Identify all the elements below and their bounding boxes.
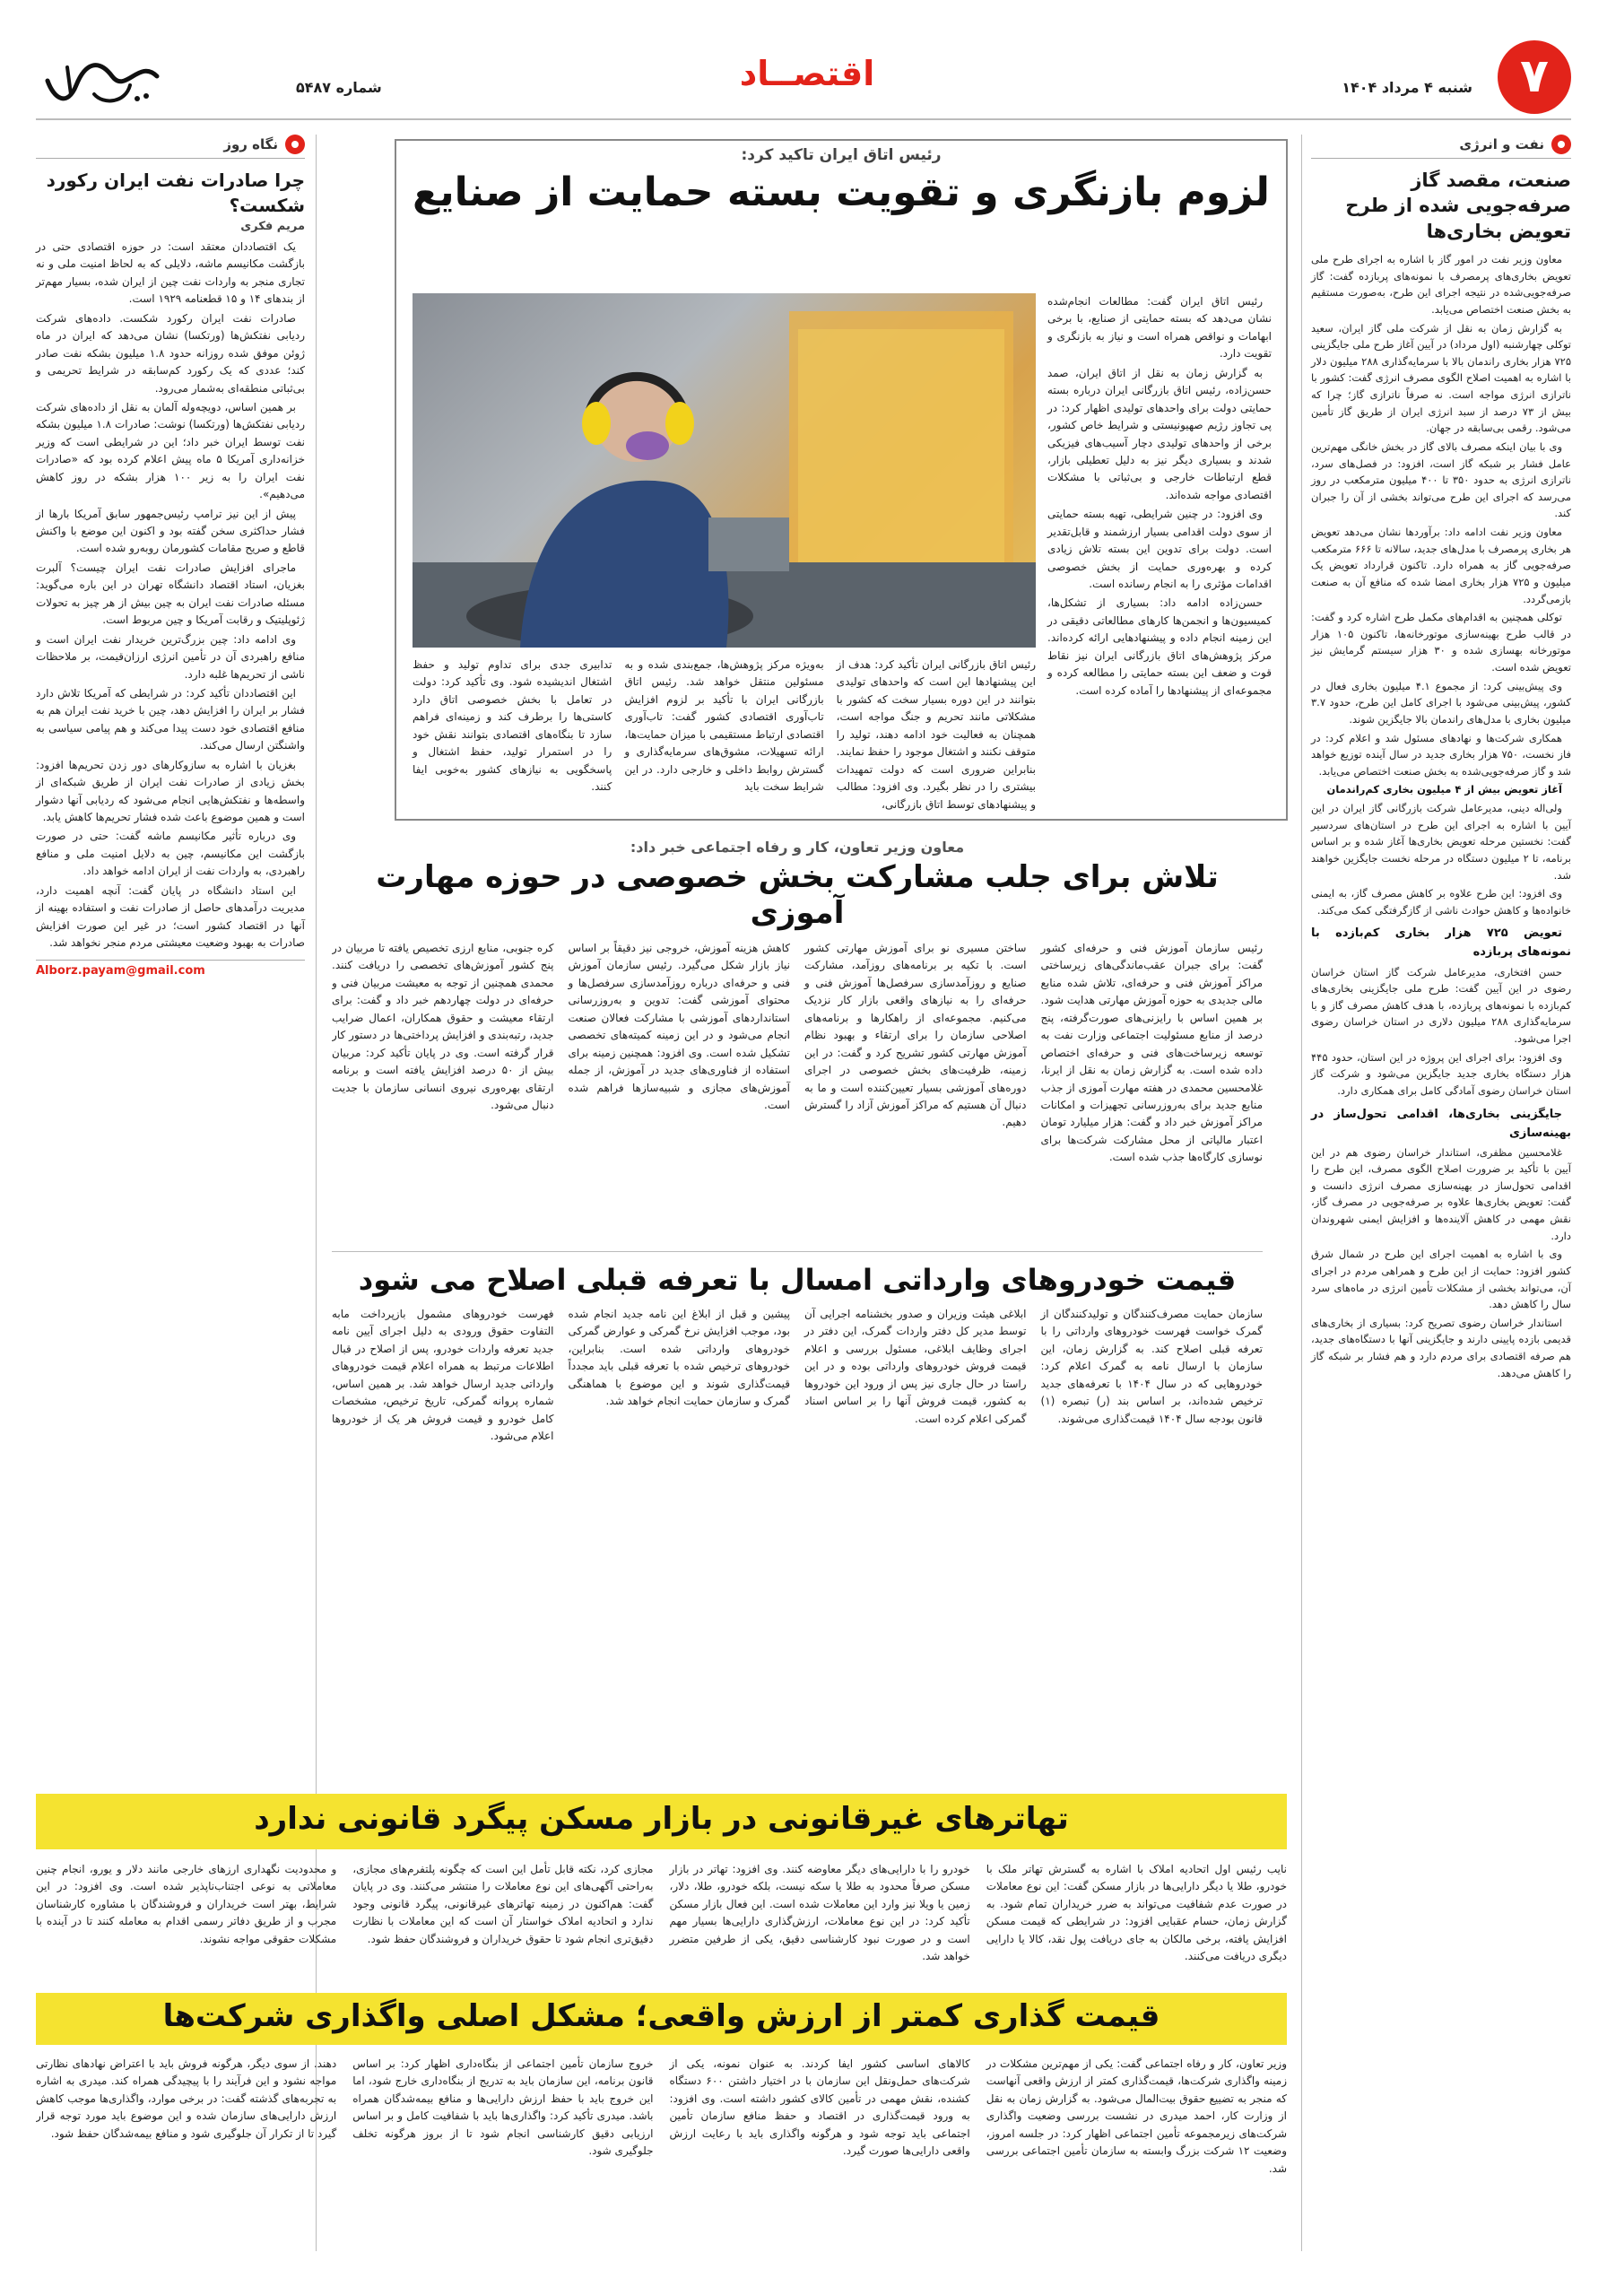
story-2-column: رئیس سازمان آموزش فنی و حرفه‌ای کشور گفت: برای جبران عقب‌ماندگی‌های زیرساختی مراکز آموزش فنی و حرفه‌ای، تلاش شده منابع مالی جدیدی به حوزه آموزش مهارتی هدایت شود. بر همین اساس با رایزنی‌های صورت‌گرفته، پنج درصد از منابع مسئولیت اجتماعی وزارت نفت به توسعه زیرساخت‌های فنی و حرفه‌ای اختصاص داده شده است. به گزارش زمان به نقل از ایرنا، غلامحسین محمدی در هفته مهارت آموزی از جذب منابع جدید برای به‌روزرسانی تجهیزات و امکانات مراکز آموزش خبر داد و گفت: هزار میلیارد تومان اعتبار مالیاتی از محل مشارکت شرکت‌ها برای نوسازی کارگاه‌ها جذب شده است. <box>1040 942 1263 1164</box>
story-2-headline: تلاش برای جلب مشارکت بخش خصوصی در حوزه مهارت آموزی <box>376 859 1219 931</box>
author-name: مریم فکری <box>240 220 305 233</box>
story-3-column: ابلاغی هیئت وزیران و صدور بخشنامه اجرایی آن توسط مدیر کل دفتر واردات گمرک، این دفتر در اجرای وظایف ابلاغی، مسئول بررسی و اعلام قیمت فروش خودروهای وارداتی بوده و در این راستا در حال جاری نیز پس از ورود این خودروها به کشور، قیمت فروش آنها را بر اساس اسناد گمرکی اعلام کرده است. <box>804 1308 1027 1425</box>
bullet-icon <box>1551 135 1571 154</box>
column-divider <box>1301 135 1302 2251</box>
left-column-label: نگاه روز <box>36 135 305 159</box>
story-4-column: مجازی کرد، نکته قابل تأمل این است که چگونه پلتفرم‌های مجازی، به‌راحتی آگهی‌های این نوع معاملات را منتشر می‌کنند. وی در پایان گفت: هم‌اکنون در زمینه تهاترهای غیرقانونی، پیگرد قانونی وجود ندارد و اتحادیه املاک خواستار آن است که این معاملات با نظارت دقیق‌تری انجام شود تا حقوق خریداران و فروشندگان حفظ شود. <box>352 1863 654 1945</box>
page-number-badge: ۷ <box>1498 40 1571 114</box>
top-story-headline: لزوم بازنگری و تقویت بسته حمایت از صنایع <box>413 170 1270 215</box>
story-2 <box>332 839 1263 1317</box>
story-3-column: فهرست خودروهای مشمول بازپرداخت مابه التفاوت حقوق ورودی به دلیل اجرای آیین نامه جدید تعرفه واردات خودرو، پس از اصلاح در قبال اطلاعات مرتبط به همراه اعلام قیمت خودروهای وارداتی جدید ارسال خواهد شد. بر همین اساس، شماره پروانه گمرکی، تاریخ ترخیص، مشخصات کامل خودرو و قیمت فروش هر یک از خودروها اعلام می‌شود. <box>332 1308 554 1443</box>
story-4-column: خودرو را با دارایی‌های دیگر معاوضه کنند. وی افزود: تهاتر در بازار مسکن صرفاً محدود به طلا یا سکه نیست، بلکه خودرو، طلا، دلار، زمین یا ویلا نیز وارد این معاملات شده است. این فعال بازار مسکن تأکید کرد: در این نوع معاملات، ارزش‌گذاری دارایی‌ها بسیار مهم است و در صورت نبود کارشناسی دقیق، یکی از طرفین متضرر خواهد شد. <box>669 1863 970 1963</box>
story-2-kicker: معاون وزیر تعاون، کار و رفاه اجتماعی خبر داد: <box>630 839 965 856</box>
bullet-icon <box>285 135 305 154</box>
story-4-columns <box>36 1861 1287 1987</box>
story-2-column: کره جنوبی، منابع ارزی تخصیص یافته تا مربیان در پنج کشور آموزش‌های تخصصی را دریافت کنند. محمدی همچنین از توجه به معیشت مربیان فنی و حرفه‌ای در دولت چهاردهم خبر داد و گفت: برای ارتقاء معیشت و حقوق همکاران، اعمال ضرایب جدید، رتبه‌بندی و افزایش پرداختی‌ها در دستور کار قرار گرفته است. وی در پایان تأکید کرد: مربیان بیش از ۵۰ درصد افزایش یافته است و برنامه ارتقای بهره‌وری نیروی انسانی سازمان با جدیت دنبال می‌شود. <box>332 942 554 1111</box>
top-story-column: رئیس اتاق بازرگانی ایران تأکید کرد: هدف از این پیشنهادها این است که واحدهای تولیدی بتوانند در این دوره بسیار سخت که کشور با مشکلاتی مانند تحریم و جنگ مواجه است، همچنان به فعالیت خود ادامه دهند، تولید را متوقف نکنند و اشتغال موجود را حفظ نمایند. بنابراین ضروری است که دولت تمهیدات بیشتری را در نظر بگیرد. وی افزود: مطالب و پیشنهادهای توسط اتاق بازرگانی، <box>836 658 1036 811</box>
left-column-headline: چرا صادرات نفت ایران رکورد شکست؟ <box>46 170 305 216</box>
right-column-headline: صنعت، مقصد گاز صرفه‌جویی شده از طرح تعویض بخاری‌ها <box>1345 170 1571 242</box>
story-4-column: نایب رئیس اول اتحادیه املاک با اشاره به گسترش تهاتر ملک با خودرو، طلا یا دیگر دارایی‌ها در بازار مسکن گفت: این نوع معاملات در صورت عدم شفافیت می‌تواند به ضرر خریداران تمام شود. به گزارش زمان، حسام عقبایی افزود: در شرایطی که قیمت مسکن افزایش یافته، برخی مالکان به جای دریافت پول نقد، کالا یا دارایی دیگری دریافت می‌کنند. <box>986 1863 1287 1963</box>
section-title: اقتصــاد <box>739 54 875 93</box>
top-story-column: تدابیری جدی برای تداوم تولید و حفظ اشتغال اندیشیده شود. وی تأکید کرد: دولت در تعامل با بخش خصوصی اتاق دارد کاستی‌ها را برطرف کند و زمینه‌ای فراهم سازد تا بنگاه‌های اقتصادی بتوانند نقش خود را در استمرار تولید، حفظ اشتغال و پاسخگویی به نیازهای کشور به‌خوبی ایفا کنند. <box>413 658 612 794</box>
story-divider <box>332 1251 1263 1252</box>
right-column <box>1311 135 1571 1383</box>
story-5-columns <box>36 2056 1287 2253</box>
issue-number: شماره ۵۴۸۷ <box>296 79 382 96</box>
story-3-headline: قیمت خودروهای وارداتی امسال با تعرفه قبلی اصلاح می شود <box>358 1263 1237 1297</box>
story-5-banner <box>36 1993 1287 2045</box>
story-2-column: کاهش هزینه آموزش، خروجی نیز دقیقاً بر اساس نیاز بازار شکل می‌گیرد. رئیس سازمان آموزش فنی و حرفه‌ای درباره روزآمدسازی سرفصل‌ها و محتوای آموزشی گفت: تدوین و به‌روزرسانی استانداردهای آموزشی با مشارکت فعالان صنعت انجام می‌شود و در این زمینه کمیته‌های تخصصی تشکیل شده است. وی افزود: همچنین زمینه برای استفاده از فناوری‌های جدید در آموزش، از جمله آموزش‌های مجازی و شبیه‌سازها فراهم شده است. <box>568 942 790 1111</box>
top-story-kicker: رئیس اتاق ایران تاکید کرد: <box>741 146 942 164</box>
story-4-banner <box>36 1794 1287 1849</box>
contact-email-link[interactable]: Alborz.payam@gmail.com <box>36 960 305 978</box>
factory-worker-photo-icon <box>413 293 1036 648</box>
story-3-columns <box>332 1306 1263 1548</box>
left-column <box>36 135 305 978</box>
top-story-columns <box>413 657 1036 809</box>
story-5-column: وزیر تعاون، کار و رفاه اجتماعی گفت: یکی از مهم‌ترین مشکلات در زمینه واگذاری شرکت‌ها، قیمت‌گذاری کمتر از ارزش واقعی آنهاست که منجر به تضییع حقوق بیت‌المال می‌شود. به گزارش زمان به نقل از وزارت کار، احمد میدری در نشست بررسی وضعیت واگذاری شرکت‌های زیرمجموعه تأمین اجتماعی اظهار کرد: در جلسه امروز، وضعیت ۱۲ شرکت بزرگ وابسته به سازمان تأمین اجتماعی بررسی شد. <box>986 2057 1287 2175</box>
story-2-column: ساختن مسیری نو برای آموزش مهارتی کشور است. با تکیه بر برنامه‌های روزآمد، مشارکت صنایع و روزآمدسازی سرفصل‌ها آموزش فنی و حرفه‌ای را به نیازهای واقعی بازار کار نزدیک می‌کنیم. مجموعه‌ای از راهکارها و برنامه‌های اصلاحی سازمان را برای ارتقاء و بهبود نظام آموزش مهارتی کشور تشریح کرد و گفت: در این زمینه، ظرفیت‌های بخش خصوصی در اجرای دوره‌های آموزشی بسیار تعیین‌کننده است و ما به دنبال آن هستیم که مراکز آموزش آزاد را گسترش دهیم. <box>804 942 1027 1129</box>
top-story-side-text: رئیس اتاق ایران گفت: مطالعات انجام‌شده نشان می‌دهد که بسته حمایتی از صنایع، با برخی ابهامات و نواقص همراه است و نیاز به بازنگری و تقویت دارد. به گزارش زمان به نقل از اتاق ایران، صمد حسن‌زاده، رئیس اتاق بازرگانی ایران درباره بسته حمایتی دولت برای واحدهای تولیدی اظهار کرد: در پی تجاوز رژیم صهیونیستی و شرایط خاص کشور، برخی از واحدهای تولیدی دچار آسیب‌های فیزیکی شدند و بسیاری دیگر نیز به دلیل تعطیلی بازار، قطع ارتباطات خارجی و بی‌ثباتی با مشکلات اقتصادی مواجه شده‌اند. وی افزود: در چنین شرایطی، تهیه بسته حمایتی از سوی دولت اقدامی بسیار ارزشمند و قابل‌تقدیر است. دولت برای تدوین این بسته تلاش زیادی کرده و بهره‌وری حمایت از بخش خصوصی اقدامات مؤثری را به انجام رسانده است. حسن‌زاده ادامه داد: بسیاری از تشکل‌ها، کمیسیون‌ها و انجمن‌ها کارهای مطالعاتی دقیقی در این زمینه انجام داده و پیشنهادهایی ارائه کرده‌اند. مرکز پژوهش‌های اتاق بازرگانی ایران نیز نقاط قوت و ضعف این بسته حمایتی را مطالعه کرده و مجموعه‌ای از پیشنهادها را آماده کرده است. <box>1047 295 1272 697</box>
story-5-headline: قیمت گذاری کمتر از ارزش واقعی؛ مشکل اصلی واگذاری شرکت‌ها <box>162 1998 1160 2034</box>
story-4-headline: تهاترهای غیرقانونی در بازار مسکن پیگرد قانونی ندارد <box>254 1801 1069 1837</box>
story-5-column: کالاهای اساسی کشور ایفا کردند. به عنوان نمونه، یکی از شرکت‌های حمل‌ونقل این سازمان با در اختیار داشتن ۶۰۰ دستگاه کشنده، نقش مهمی در تأمین کالای کشور داشته است. وی افزود: به ورود قیمت‌گذاری در اقتصاد و حفظ منافع سازمان تأمین اجتماعی باید توجه شود و هرگونه واگذاری باید با رعایت ارزش واقعی دارایی‌ها صورت گیرد. <box>669 2057 970 2158</box>
right-column-label: نفت و انرژی <box>1311 135 1571 159</box>
story-3-column: سازمان حمایت مصرف‌کنندگان و تولیدکنندگان از گمرک خواست فهرست خودروهای وارداتی را با تعرفه قبلی اصلاح کند. به گزارش زمان، این سازمان با ارسال نامه به گمرک اعلام کرد: خودروهایی که در سال ۱۴۰۴ با تعرفه‌های جدید ترخیص شده‌اند، بر اساس بند (ر) تبصره (۱) قانون بودجه سال ۱۴۰۴ قیمت‌گذاری می‌شوند. <box>1040 1308 1263 1425</box>
top-story-photo <box>413 293 1036 648</box>
right-column-subhead-2: جایگزینی بخاری‌ها، اقدامی تحول‌ساز در بهینه‌سازی <box>1311 1107 1571 1140</box>
newspaper-logo <box>40 49 166 112</box>
top-story-box <box>395 139 1288 821</box>
story-5-column: دهند. از سوی دیگر، هرگونه فروش باید با اعتراض نهادهای نظارتی مواجه نشود و این فرآیند را با پیچیدگی همراه کند. میدری به اشاره به تجربه‌های گذشته گفت: در برخی موارد، واگذاری‌ها موجب کاهش ارزش دارایی‌های سازمان شده و این موضوع باید مورد توجه قرار گیرد تا از تکرار آن جلوگیری شود و منافع بیمه‌شدگان حفظ شود. <box>36 2057 337 2140</box>
header-divider <box>36 118 1571 120</box>
top-story-column: به‌ویژه مرکز پژوهش‌ها، جمع‌بندی شده و به مسئولین منتقل خواهد شد. رئیس اتاق بازرگانی ایران با تأکید بر لزوم افزایش تاب‌آوری اقتصادی کشور گفت: تاب‌آوری اقتصادی ارتباط مستقیمی با میزان حمایت‌ها، ارائه تسهیلات، مشوق‌های سرمایه‌گذاری و گسترش روابط داخلی و خارجی دارد. در این شرایط سخت باید <box>624 658 824 794</box>
story-3-column: پیشین و قبل از ابلاغ این نامه جدید انجام شده بود، موجب افزایش نرخ گمرکی و عوارض گمرکی خودروهای وارداتی شده است. بنابراین، خودروهای ترخیص شده با تعرفه قبلی باید مجدداً قیمت‌گذاری شوند و این موضوع با هماهنگی گمرک و سازمان حمایت انجام خواهد شد. <box>568 1308 790 1408</box>
story-4-column: و محدودیت نگهداری ارزهای خارجی مانند دلار و یورو، انجام چنین معاملاتی به نوعی اجتناب‌ناپذیر شده است. وی افزود: در این شرایط، بهتر است خریداران و فروشندگان با مشاوره کارشناسان مجرب و از طریق دفاتر رسمی اقدام به معامله کنند تا در آینده با مشکلات حقوقی مواجه نشوند. <box>36 1863 337 1945</box>
logo-calligraphy-icon <box>40 49 166 112</box>
left-column-body: یک اقتصاددان معتقد است: در حوزه اقتصادی حتی در بازگشت مکانیسم ماشه، دلایلی که به لحاظ امنیت ملی و نه تجاری منجر به واردات نفت چین از ایران شده، بسیار مهم‌تر از بندهای ۱۴ و ۱۵ قطعنامه ۱۹۲۹ است. صادرات نفت ایران رکورد شکست. داده‌های شرکت ردیابی نفتکش‌ها (ورتکسا) نشان می‌دهد که ایران در ماه ژوئن موفق شده روزانه حدود ۱.۸ میلیون بشکه نفت صادر کند؛ عددی که یک رکورد کم‌سابقه در شرایط تحریمی و بی‌ثباتی منطقه‌ای به‌شمار می‌رود. بر همین اساس، دویچه‌وله آلمان به نقل از داده‌های شرکت ردیابی نفتکش‌ها (ورتکسا) نوشت: صادرات ۱.۸ میلیون بشکه نفت توسط ایران خبر داد؛ این در شرایطی است که وزیر خزانه‌داری آمریکا ۵ ماه پیش اعلام کرده بود که «صادرات نفت ایران را به زیر ۱۰۰ هزار بشکه در روز کاهش می‌دهیم». پیش از این نیز ترامپ رئیس‌جمهور سابق آمریکا بارها از فشار حداکثری سخن گفته بود و اکنون این موضع با واکنش قاطع و صریح مقامات کشورمان روبه‌رو شده است. ماجرای افزایش صادرات نفت ایران چیست؟ آلبرت بغزیان، استاد اقتصاد دانشگاه تهران در این باره می‌گوید: مسئله صادرات نفت ایران به چین بیش از هر چیز به تحولات ژئوپلیتیک و رقابت آمریکا و چین مربوط است. وی ادامه داد: چین بزرگ‌ترین خریدار نفت ایران است و منافع راهبردی آن در تأمین انرژی ارزان‌قیمت، بر ملاحظات ناشی از تحریم‌ها غلبه دارد. این اقتصاددان تأکید کرد: در شرایطی که آمریکا تلاش دارد فشار بر ایران را افزایش دهد، چین با خرید نفت ایران هم به منافع اقتصادی خود دست پیدا می‌کند و هم پیامی سیاسی به واشنگتن ارسال می‌کند. بغزیان با اشاره به سازوکارهای دور زدن تحریم‌ها افزود: بخش زیادی از صادرات نفت ایران از طریق شبکه‌ای از واسطه‌ها و نفتکش‌هایی انجام می‌شود که ردیابی آنها دشوار است و همین موضوع باعث شده فشار تحریم‌ها کاهش یابد. وی درباره تأثیر مکانیسم ماشه گفت: حتی در صورت بازگشت این مکانیسم، چین به دلایل امنیت ملی و منافع راهبردی، به واردات نفت از ایران ادامه خواهد داد. این استاد دانشگاه در پایان گفت: آنچه اهمیت دارد، مدیریت درآمدهای حاصل از صادرات نفت و استفاده بهینه از آنها در اقتصاد کشور است؛ در غیر این صورت افزایش صادرات به بهبود وضعیت معیشتی مردم منجر نخواهد شد. <box>36 240 306 950</box>
story-5-column: خروج سازمان تأمین اجتماعی از بنگاه‌داری اظهار کرد: بر اساس قانون برنامه، این سازمان باید به تدریج از بنگاه‌داری خارج شود، اما این خروج باید با حفظ ارزش دارایی‌ها و منافع بیمه‌شدگان همراه باشد. میدری تأکید کرد: واگذاری‌ها باید با شفافیت کامل و بر اساس ارزیابی دقیق کارشناسی انجام شود تا از بروز هرگونه تخلف جلوگیری شود. <box>352 2057 654 2158</box>
right-column-body: معاون وزیر نفت در امور گاز با اشاره به اجرای طرح ملی تعویض بخاری‌های پرمصرف با نمونه‌های پربازده گفت: گاز صرفه‌جویی‌شده در نتیجه اجرای این طرح، به‌صورت مستقیم به بخش صنعت اختصاص می‌یابد. به گزارش زمان به نقل از شرکت ملی گاز ایران، سعید توکلی چهارشنبه (اول مرداد) در آیین آغاز طرح ملی جایگزینی ۷۲۵ هزار بخاری راندمان بالا با سرمایه‌گذاری ۲۸۸ میلیون دلار با اشاره به اهمیت اصلاح الگوی مصرف انرژی گفت: کشور با ناترازی انرژی مواجه است. نه صرفاً ناترازی گاز؛ چرا که بیش از ۷۳ درصد از سبد انرژی ایران از طریق گاز تأمین می‌شود. رقمی بی‌سابقه در جهان. وی با بیان اینکه مصرف بالای گاز در بخش خانگی مهم‌ترین عامل فشار بر شبکه گاز است، افزود: در فصل‌های سرد، ناترازی انرژی به حدود ۳۵۰ تا ۴۰۰ میلیون مترمکعب در روز می‌رسد که اجرای این طرح می‌تواند بخشی از آن را جبران کند. معاون وزیر نفت ادامه داد: برآوردها نشان می‌دهد تعویض هر بخاری پرمصرف با مدل‌های جدید، سالانه تا ۶۶۶ مترمکعب صرفه‌جویی گاز به همراه دارد. تاکنون قرارداد تعویض یک میلیون و ۷۲۵ هزار بخاری امضا شده که منافع آن به صنعت بازمی‌گردد. توکلی همچنین به اقدام‌های مکمل طرح اشاره کرد و گفت: در قالب طرح بهینه‌سازی موتورخانه‌ها، تاکنون ۱۰۵ هزار موتورخانه بهسازی شده و ۳۰ هزار سیستم گرمایش نیز تعویض شده است. وی پیش‌بینی کرد: از مجموع ۴.۱ میلیون بخاری فعال در کشور، پیش‌بینی می‌شود با اجرای کامل این طرح، حدود ۳.۷ میلیون بخاری با مدل‌های راندمان بالا جایگزین شوند. همکاری شرکت‌ها و نهادهای مسئول شد و اعلام کرد: در فاز نخست، ۷۵۰ هزار بخاری جدید در سال آینده توزیع خواهد شد و گاز صرفه‌جویی‌شده به بخش صنعت اختصاص می‌یابد. آغاز تعویض بیش از ۴ میلیون بخاری کم‌راندمان ولی‌اله دینی، مدیرعامل شرکت بازرگانی گاز ایران در این آیین با اشاره به اجرای این طرح در استان‌های سردسیر گفت: نخستین مرحله تعویض بخاری‌ها آغاز شده و بر اساس برنامه، تا ۲ میلیون دستگاه در مرحله نخست جایگزین خواهند شد. وی افزود: این طرح علاوه بر کاهش مصرف گاز، به ایمنی خانواده‌ها و کاهش حوادث ناشی از گازگرفتگی کمک می‌کند. تعویض ۷۲۵ هزار بخاری کم‌بازده با نمونه‌های پربازده حسن افتخاری، مدیرعامل شرکت گاز استان خراسان رضوی در این آیین گفت: طرح ملی جایگزینی بخاری‌های کم‌بازده با نمونه‌های پربازده، با هدف کاهش مصرف گاز و با سرمایه‌گذاری ۲۸۸ میلیون دلاری در استان خراسان رضوی اجرا می‌شود. وی افزود: برای اجرای این پروژه در این استان، حدود ۴۴۵ هزار دستگاه بخاری جدید جایگزین می‌شود و شرکت گاز استان خراسان رضوی آمادگی کامل برای همکاری دارد. جایگزینی بخاری‌ها، اقدامی تحول‌ساز در بهینه‌سازی غلامحسین مظفری، استاندار خراسان رضوی هم در این آیین با تأکید بر ضرورت اصلاح الگوی مصرف، این طرح را اقدامی تحول‌ساز در بهینه‌سازی مصرف انرژی دانست و گفت: تعویض بخاری‌ها علاوه بر صرفه‌جویی در مصرف گاز، نقش مهمی در کاهش آلاینده‌ها و افزایش ایمنی شهروندان دارد. وی با اشاره به اهمیت اجرای این طرح در شمال شرق کشور افزود: حمایت از این طرح و همراهی مردم در اجرای آن، می‌تواند بخشی از مشکلات تأمین انرژی در ماه‌های سرد سال را کاهش دهد. استاندار خراسان رضوی تصریح کرد: بسیاری از بخاری‌های قدیمی بازده پایینی دارند و جایگزینی آنها با دستگاه‌های جدید، هم صرفه اقتصادی برای مردم دارد و هم فشار بر شبکه گاز را کاهش می‌دهد. <box>1311 253 1572 1379</box>
right-column-subhead: تعویض ۷۲۵ هزار بخاری کم‌بازده با نمونه‌های پربازده <box>1311 926 1571 960</box>
story-3 <box>332 1256 1263 1548</box>
issue-date: شنبه ۴ مرداد ۱۴۰۴ <box>1342 79 1472 96</box>
